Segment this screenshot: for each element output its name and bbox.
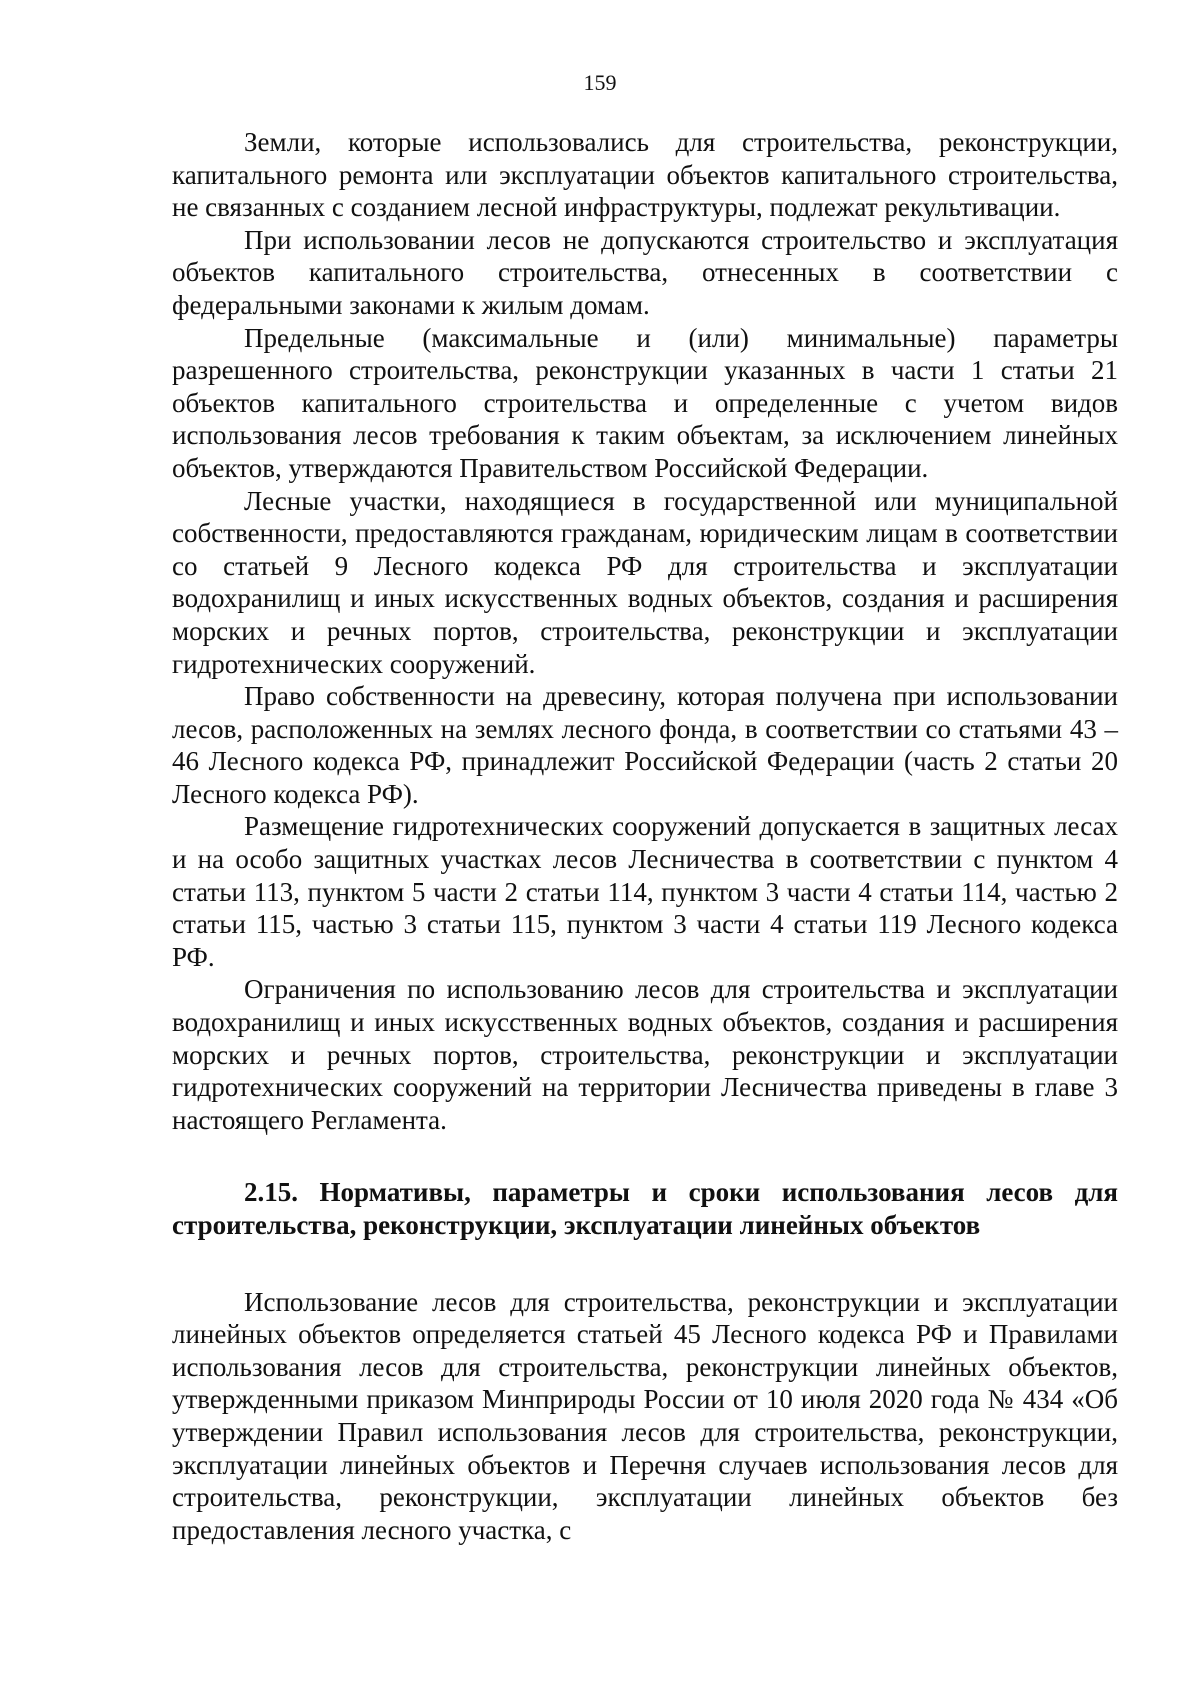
paragraph-hydraulic-placement: Размещение гидротехнических сооружений допускается в защитных лесах и на особо защитных участках лесов Лесничества в соответствии с пунктом 4 статьи 113, пунктом 5 части 2 статьи 114, пунктом 3 части 4 статьи 114, частью 2 статьи 115, частью 3 статьи 115, пунктом 3 части 4 статьи 119 Лесного кодекса РФ. bbox=[172, 811, 1118, 972]
section-heading: 2.15. Нормативы, параметры и сроки использования лесов для строительства, реконструкции, эксплуатации линейных объектов bbox=[172, 1177, 1118, 1240]
paragraph-land-reclamation: Земли, которые использовались для строительства, реконструкции, капитального ремонта или эксплуатации объектов капитального строительства, не связанных с созданием лесной инфраструктуры, подлежат рекультивации. bbox=[172, 127, 1118, 223]
paragraph-construction-parameters: Предельные (максимальные и (или) минимальные) параметры разрешенного строительства, реконструкции указанных в части 1 статьи 21 объектов капитального строительства и определенные с учетом видов использования лесов требования к таким объектам, за исключением линейных объектов, утверждаются Правительством Российской Федерации. bbox=[172, 322, 1118, 483]
paragraph-forest-plots: Лесные участки, находящиеся в государственной или муниципальной собственности, предоставляются гражданам, юридическим лицам в соответствии со статьей 9 Лесного кодекса РФ для строительства и эксплуатации водохранилищ и иных искусственных водных объектов, создания и расширения морских и речных портов, строительства, реконструкции и эксплуатации гидротехнических сооружений. bbox=[172, 485, 1118, 679]
paragraph-linear-objects: Использование лесов для строительства, реконструкции и эксплуатации линейных объектов определяется статьей 45 Лесного кодекса РФ и Правилами использования лесов для строительства, реконструкции линейных объектов, утвержденными приказом Минприроды России от 10 июля 2020 года № 434 «Об утверждении Правил использования лесов для строительства, реконструкции, эксплуатации линейных объектов и Перечня случаев использования лесов для строительства, реконструкции, эксплуатации линейных объектов без предоставления лесного участка, с bbox=[172, 1286, 1118, 1545]
page-number: 159 bbox=[583, 70, 617, 95]
document-body bbox=[172, 126, 1118, 1546]
paragraph-restrictions: Ограничения по использованию лесов для строительства и эксплуатации водохранилищ и иных искусственных водных объектов, создания и расширения морских и речных портов, строительства, реконструкции и эксплуатации гидротехнических сооружений на территории Лесничества приведены в главе 3 настоящего Регламента. bbox=[172, 974, 1118, 1135]
paragraph-timber-ownership: Право собственности на древесину, которая получена при использовании лесов, расположенных на землях лесного фонда, в соответствии со статьями 43 – 46 Лесного кодекса РФ, принадлежит Российской Федерации (часть 2 статьи 20 Лесного кодекса РФ). bbox=[172, 681, 1118, 809]
paragraph-residential-restriction: При использовании лесов не допускаются строительство и эксплуатация объектов капитального строительства, отнесенных в соответствии с федеральными законами к жилым домам. bbox=[172, 224, 1118, 320]
